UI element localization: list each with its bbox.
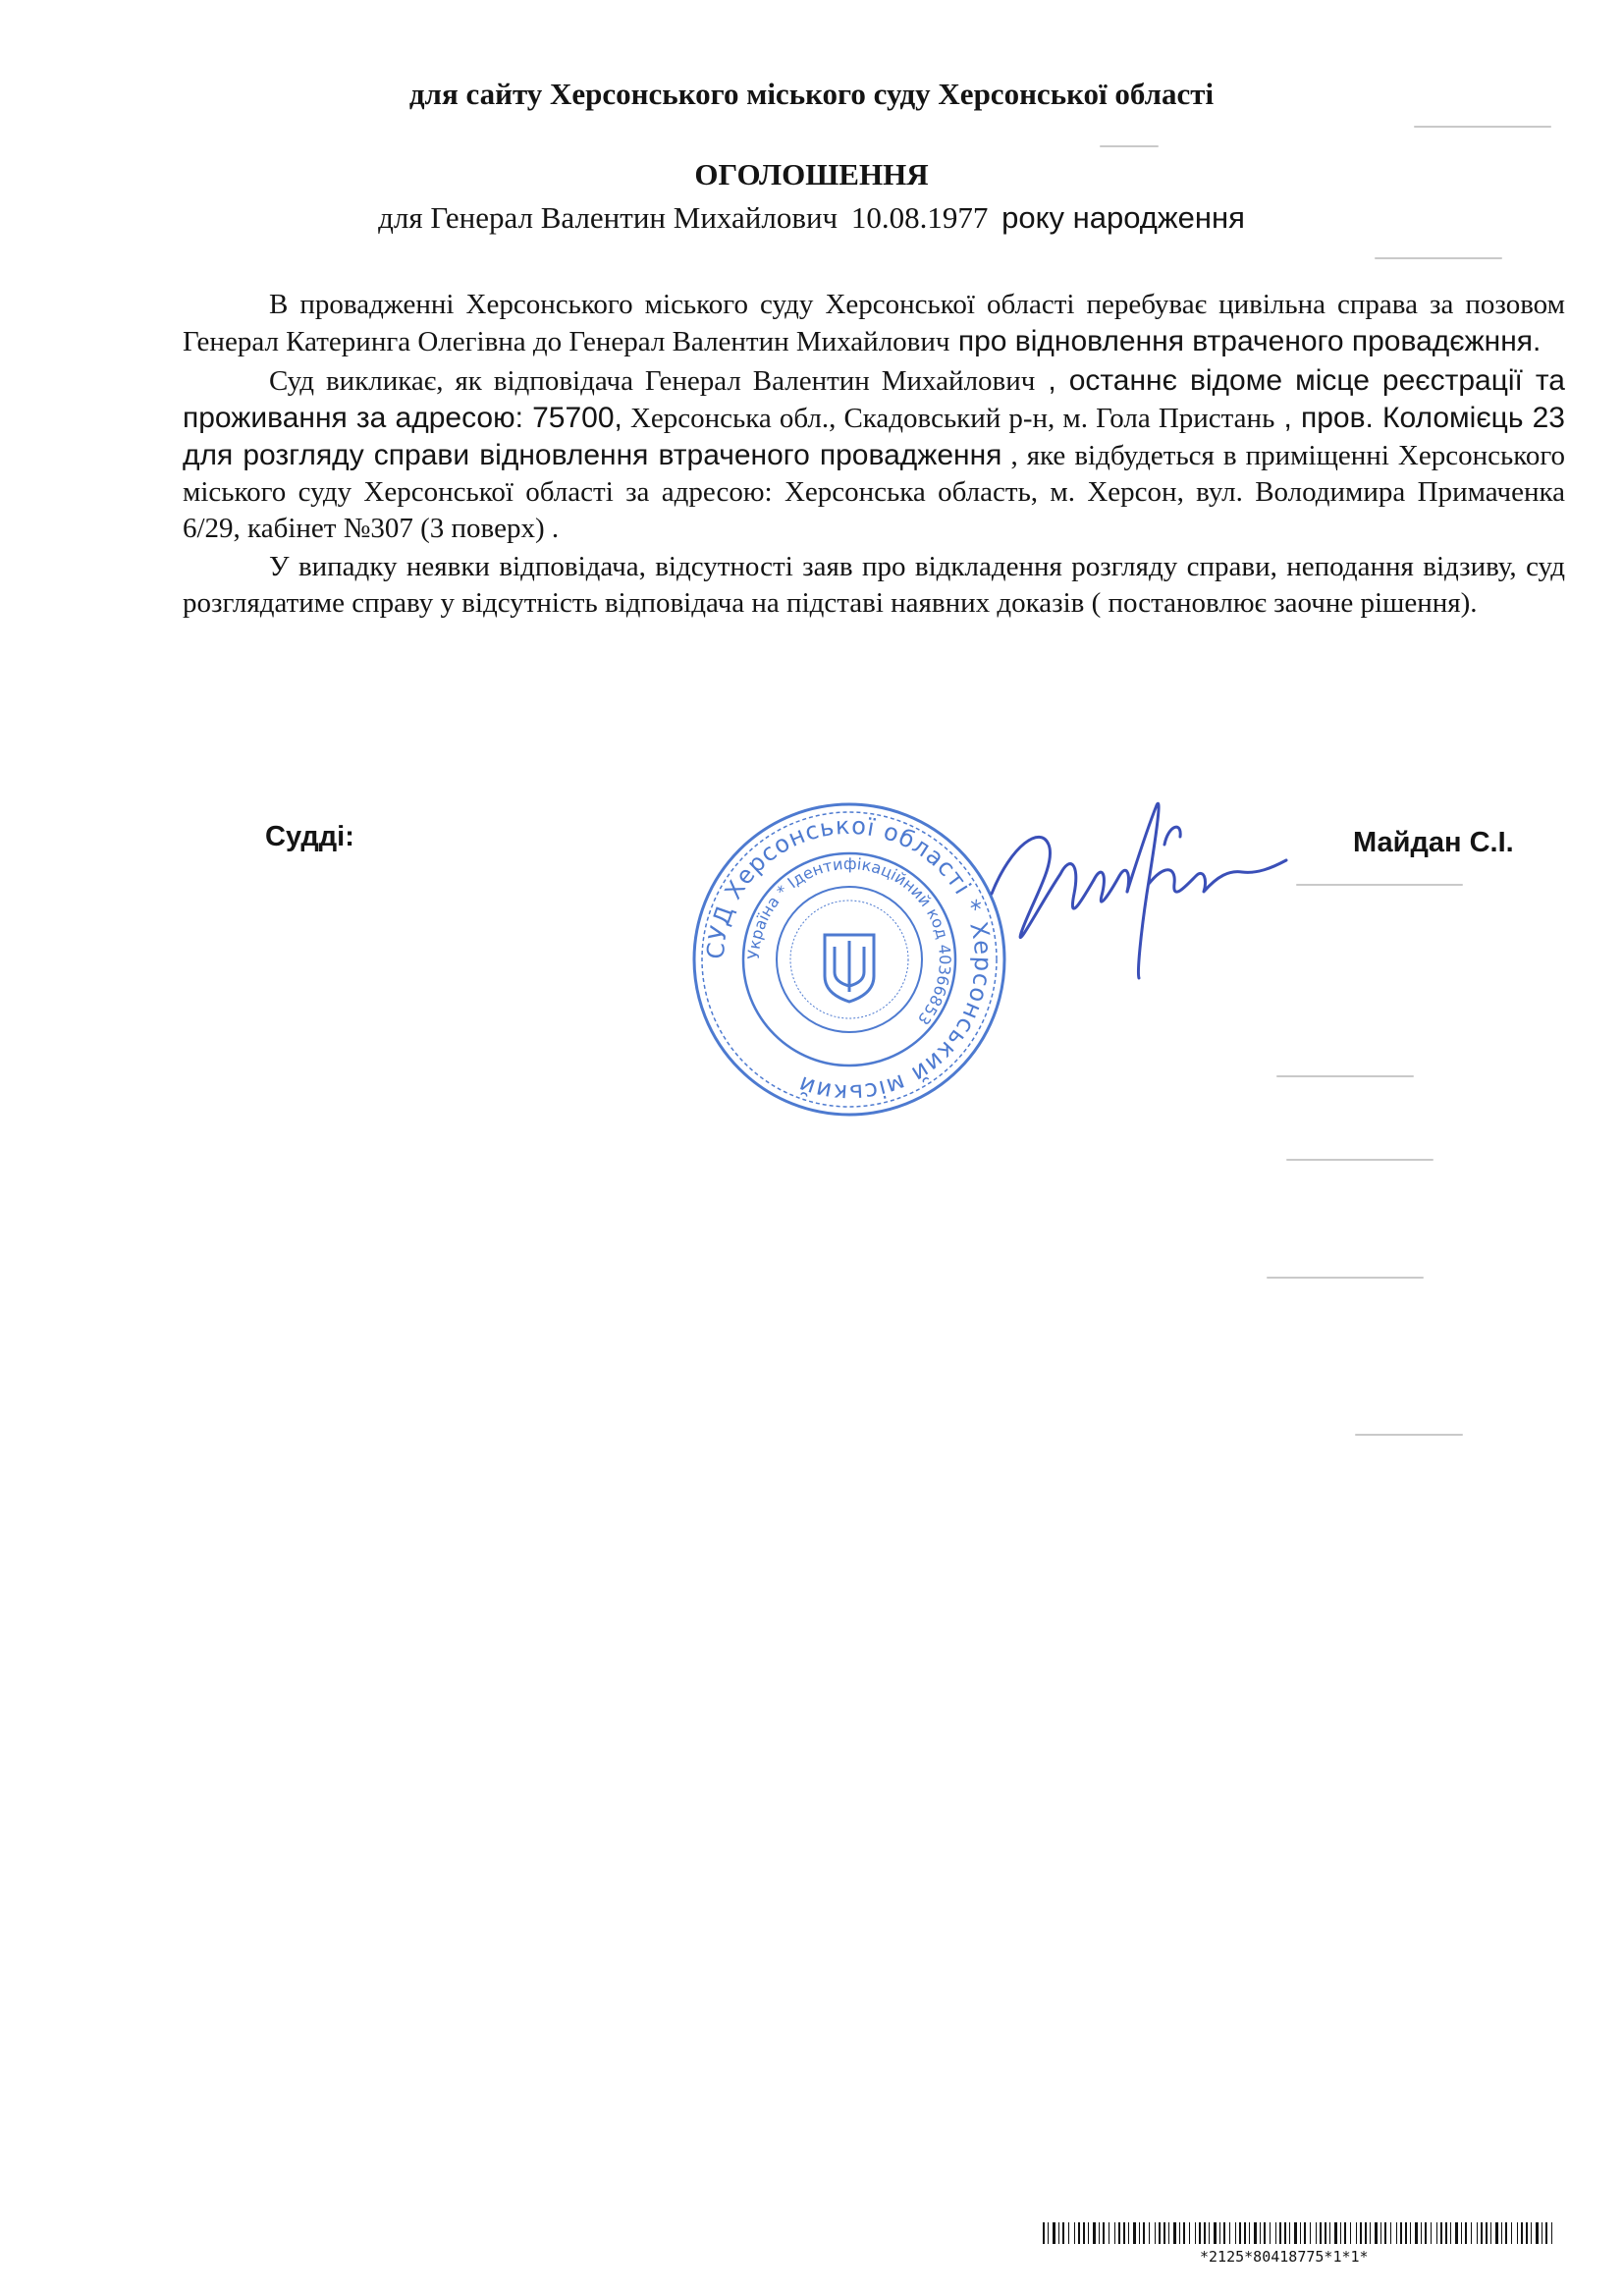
barcode-bar: [1260, 2222, 1261, 2244]
barcode-bar: [1405, 2222, 1407, 2244]
barcode-bar: [1114, 2222, 1115, 2244]
scan-artifact: [1375, 257, 1502, 259]
summons-purpose: для розгляду справи відновлення втраченого провадження: [183, 439, 1002, 471]
barcode-bar: [1058, 2222, 1059, 2244]
barcode-bar: [1356, 2222, 1357, 2244]
barcode-bar: [1155, 2222, 1156, 2244]
barcode-bar: [1316, 2222, 1317, 2244]
barcode-bar: [1365, 2222, 1367, 2244]
barcode-bar: [1062, 2222, 1064, 2244]
barcode-bar: [1344, 2222, 1346, 2244]
barcode-bar: [1495, 2222, 1498, 2244]
barcode-bar: [1128, 2222, 1129, 2244]
barcode-bar: [1235, 2222, 1236, 2244]
barcode-bar: [1099, 2222, 1100, 2244]
barcode-bar: [1103, 2222, 1105, 2244]
barcode-bar: [1505, 2222, 1507, 2244]
scan-artifact: [1296, 884, 1463, 886]
judge-name: Майдан С.І.: [1353, 827, 1514, 858]
barcode-bar: [1289, 2222, 1290, 2244]
barcode-bar: [1465, 2222, 1467, 2244]
barcode-bar: [1223, 2222, 1225, 2244]
barcode-bar: [1471, 2222, 1472, 2244]
barcode-bar: [1415, 2222, 1418, 2244]
barcode-bar: [1078, 2222, 1080, 2244]
barcode-bar: [1304, 2222, 1306, 2244]
scan-artifact: [1355, 1434, 1463, 1436]
site-header-line: для сайту Херсонського міського суду Херсонської області: [408, 77, 1215, 111]
barcode-bar: [1436, 2222, 1437, 2244]
barcode-bar: [1143, 2222, 1145, 2244]
barcode-bar: [1083, 2222, 1085, 2244]
barcode-bar: [1118, 2222, 1120, 2244]
barcode-bar: [1254, 2222, 1257, 2244]
barcode-bar: [1350, 2222, 1351, 2244]
barcode-bar: [1340, 2222, 1341, 2244]
paragraph-summons: [183, 362, 1565, 547]
scan-artifact: [1267, 1277, 1424, 1279]
barcode-bar: [1199, 2222, 1201, 2244]
barcode-bar: [1214, 2222, 1217, 2244]
trident-emblem-icon: [825, 935, 874, 1002]
barcode-bar: [1068, 2222, 1069, 2244]
barcode-bar: [1380, 2222, 1381, 2244]
barcode-bar: [1511, 2222, 1512, 2244]
barcode-bar: [1370, 2222, 1371, 2244]
barcode-bar: [1329, 2222, 1330, 2244]
barcode-bar: [1445, 2222, 1447, 2244]
barcode-bar: [1048, 2222, 1049, 2244]
scan-artifact: [1100, 145, 1159, 147]
barcode-bar: [1183, 2222, 1185, 2244]
summons-address-street: , пров. Коломієць 23: [1274, 402, 1565, 434]
stamp-inner-text: Україна * Ідентифікаційний код 40366853: [743, 853, 955, 1029]
document-subtitle: [0, 200, 1623, 236]
barcode-bar: [1219, 2222, 1220, 2244]
barcode-bar: [1204, 2222, 1206, 2244]
paragraph-case-info-main: В провадженні Херсонського міського суду Херсонської області перебуває цивільна справа за позовом Генерал Катеринга Олегівна до Генерал Валентин Михайлович: [183, 289, 1565, 357]
barcode-bar: [1159, 2222, 1161, 2244]
barcode-bar: [1490, 2222, 1491, 2244]
barcode-bar: [1149, 2222, 1150, 2244]
barcode-bar: [1189, 2222, 1190, 2244]
barcode-bar: [1270, 2222, 1271, 2244]
barcode-bar: [1088, 2222, 1089, 2244]
barcode-bar: [1334, 2222, 1337, 2244]
barcode-bar: [1209, 2222, 1210, 2244]
barcode-bar: [1375, 2222, 1378, 2244]
barcode-bar: [1275, 2222, 1276, 2244]
barcode-bar: [1284, 2222, 1286, 2244]
barcode-bar: [1320, 2222, 1322, 2244]
scan-artifact: [1414, 126, 1551, 128]
barcode-bar: [1244, 2222, 1246, 2244]
barcode-bar: [1310, 2222, 1311, 2244]
barcode-bar: [1536, 2222, 1539, 2244]
barcode-bar: [1139, 2222, 1140, 2244]
barcode-bar: [1425, 2222, 1427, 2244]
scan-artifact: [1276, 1075, 1414, 1077]
stamp-outer-text: СУД Херсонської області * Херсонський міський: [701, 811, 998, 1108]
barcode-bar: [1325, 2222, 1326, 2244]
barcode-bar: [1501, 2222, 1502, 2244]
barcode-bar: [1396, 2222, 1397, 2244]
barcode-bar: [1461, 2222, 1462, 2244]
announcement-body: [183, 287, 1565, 624]
barcode-bar: [1264, 2222, 1266, 2244]
barcode-bar: [1440, 2222, 1442, 2244]
subtitle-recipient: для Генерал Валентин Михайлович: [378, 200, 839, 235]
judge-label: Судді:: [265, 821, 354, 852]
barcode-bar: [1455, 2222, 1458, 2244]
barcode-bar: [1163, 2222, 1165, 2244]
barcode-bar: [1300, 2222, 1301, 2244]
court-stamp: [687, 797, 1011, 1121]
barcode-bar: [1123, 2222, 1125, 2244]
barcode-bar: [1043, 2222, 1045, 2244]
barcode-bar: [1195, 2222, 1196, 2244]
barcode-bar: [1384, 2222, 1386, 2244]
barcode-bar: [1093, 2222, 1096, 2244]
document-barcode: [1043, 2222, 1553, 2244]
barcode-bar: [1074, 2222, 1075, 2244]
barcode-bar: [1053, 2222, 1055, 2244]
barcode-text: *2125*80418775*1*1*: [1200, 2248, 1369, 2266]
barcode-bar: [1400, 2222, 1402, 2244]
barcode-bar: [1279, 2222, 1281, 2244]
barcode-bar: [1531, 2222, 1532, 2244]
barcode-bar: [1249, 2222, 1250, 2244]
subtitle-birth-date: 10.08.1977: [850, 200, 989, 235]
barcode-bar: [1477, 2222, 1478, 2244]
paragraph-default-notice: У випадку неявки відповідача, відсутності заяв про відкладення розгляду справи, неподання відзиву, суд розглядатиме справу у відсутність відповідача на підставі наявних доказів ( постановлює заочне рішення).: [183, 551, 1565, 619]
barcode-bar: [1517, 2222, 1518, 2244]
document-title: ОГОЛОШЕННЯ: [694, 157, 929, 191]
barcode-bar: [1360, 2222, 1362, 2244]
barcode-bar: [1421, 2222, 1422, 2244]
barcode-bar: [1486, 2222, 1488, 2244]
barcode-bar: [1173, 2222, 1176, 2244]
barcode-bar: [1545, 2222, 1547, 2244]
barcode-bar: [1450, 2222, 1451, 2244]
paragraph-case-info: [183, 287, 1565, 360]
barcode-bar: [1239, 2222, 1241, 2244]
barcode-bar: [1551, 2222, 1552, 2244]
barcode-bar: [1229, 2222, 1230, 2244]
subtitle-birth-tail: року народження: [1001, 200, 1245, 235]
barcode-bar: [1390, 2222, 1391, 2244]
barcode-bar: [1521, 2222, 1523, 2244]
barcode-bar: [1410, 2222, 1411, 2244]
paragraph-case-info-subject: про відновлення втраченого провадєжння.: [949, 325, 1542, 357]
summons-address-lead: , останнє відоме місце реєстрації та проживання за адресою: 75700,: [183, 364, 1565, 434]
barcode-bar: [1481, 2222, 1483, 2244]
summons-defendant: Суд викликає, як відповідача Генерал Валентин Михайлович: [269, 365, 1036, 397]
judge-signature: [972, 786, 1306, 982]
barcode-bar: [1179, 2222, 1180, 2244]
summons-venue: , яке відбудеться в приміщенні Херсонського міського суду Херсонської області за адресою: Херсонська область, м. Херсон, вул. Володимира Примаченка 6/29, кабінет №307 (3 поверх) .: [183, 440, 1565, 544]
barcode-bar: [1294, 2222, 1297, 2244]
barcode-bar: [1133, 2222, 1136, 2244]
barcode-bar: [1168, 2222, 1169, 2244]
summons-address-region: Херсонська обл., Скадовський р-н, м. Гола Пристань: [622, 403, 1275, 434]
barcode-bar: [1526, 2222, 1528, 2244]
barcode-bar: [1431, 2222, 1432, 2244]
scan-artifact: [1286, 1159, 1434, 1161]
